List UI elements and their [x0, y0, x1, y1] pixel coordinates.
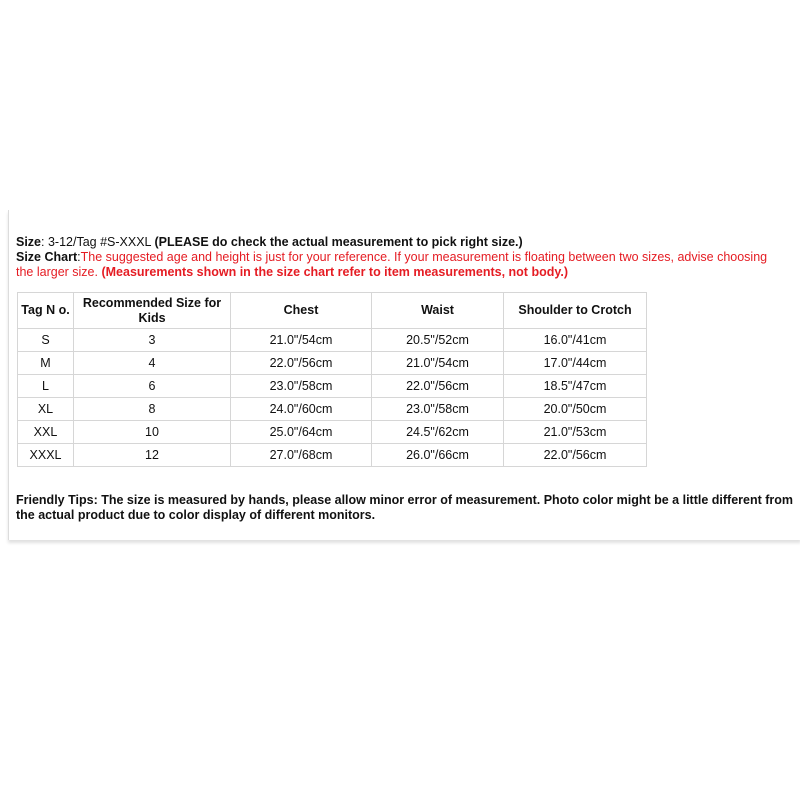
header-shoulder-to-crotch: Shoulder to Crotch: [504, 293, 647, 329]
size-chart-text: The suggested age and height is just for your reference. If your measurement is floating between two sizes, advise choosing the larger size.: [16, 250, 768, 279]
cell-kids-size: 8: [74, 398, 231, 421]
size-info-panel: [8, 210, 800, 540]
table-row: [18, 375, 647, 398]
header-chest: Chest: [231, 293, 372, 329]
cell-shoulder-to-crotch: 16.0"/41cm: [504, 329, 647, 352]
cell-shoulder-to-crotch: 17.0"/44cm: [504, 352, 647, 375]
size-value: 3-12/Tag #S-XXXL: [47, 235, 155, 249]
cell-shoulder-to-crotch: 22.0"/56cm: [504, 444, 647, 467]
cell-kids-size: 4: [74, 352, 231, 375]
table-row: [18, 421, 647, 444]
size-table: [17, 292, 647, 467]
table-header-row: [18, 293, 647, 329]
cell-waist: 23.0"/58cm: [372, 398, 504, 421]
table-row: [18, 329, 647, 352]
table-row: [18, 444, 647, 467]
cell-tag: M: [18, 352, 74, 375]
header-tag-no: Tag N o.: [18, 293, 74, 329]
friendly-tips: Friendly Tips: The size is measured by hands, please allow minor error of measurement. Photo color might be a little different from the actual product due to color display of different monitors.: [16, 493, 794, 522]
cell-kids-size: 12: [74, 444, 231, 467]
cell-chest: 22.0"/56cm: [231, 352, 372, 375]
cell-chest: 21.0"/54cm: [231, 329, 372, 352]
size-note: (PLEASE do check the actual measurement to pick right size.): [154, 235, 523, 249]
cell-waist: 20.5"/52cm: [372, 329, 504, 352]
cell-waist: 22.0"/56cm: [372, 375, 504, 398]
size-label: Size: [16, 235, 42, 249]
cell-tag: XXL: [18, 421, 74, 444]
size-sep: :: [41, 235, 48, 249]
cell-chest: 27.0"/68cm: [231, 444, 372, 467]
cutoff-text: [139, 212, 409, 218]
cell-waist: 21.0"/54cm: [372, 352, 504, 375]
header-waist: Waist: [372, 293, 504, 329]
cell-tag: S: [18, 329, 74, 352]
cell-shoulder-to-crotch: 20.0"/50cm: [504, 398, 647, 421]
header-recommended-size: Recommended Size for Kids: [74, 293, 231, 329]
size-chart-note: [16, 250, 776, 280]
cell-waist: 24.5"/62cm: [372, 421, 504, 444]
cell-tag: XXXL: [18, 444, 74, 467]
size-chart-bold-note: (Measurements shown in the size chart refer to item measurements, not body.): [101, 265, 569, 279]
size-chart-label: Size Chart: [16, 250, 78, 264]
size-line: [16, 235, 523, 250]
cell-tag: L: [18, 375, 74, 398]
cell-chest: 25.0"/64cm: [231, 421, 372, 444]
cell-shoulder-to-crotch: 18.5"/47cm: [504, 375, 647, 398]
table-row: [18, 352, 647, 375]
size-chart-sep: :: [77, 250, 81, 264]
cell-shoulder-to-crotch: 21.0"/53cm: [504, 421, 647, 444]
table-row: [18, 398, 647, 421]
cell-chest: 23.0"/58cm: [231, 375, 372, 398]
cell-chest: 24.0"/60cm: [231, 398, 372, 421]
cell-waist: 26.0"/66cm: [372, 444, 504, 467]
cell-kids-size: 10: [74, 421, 231, 444]
cell-tag: XL: [18, 398, 74, 421]
cell-kids-size: 3: [74, 329, 231, 352]
cell-kids-size: 6: [74, 375, 231, 398]
